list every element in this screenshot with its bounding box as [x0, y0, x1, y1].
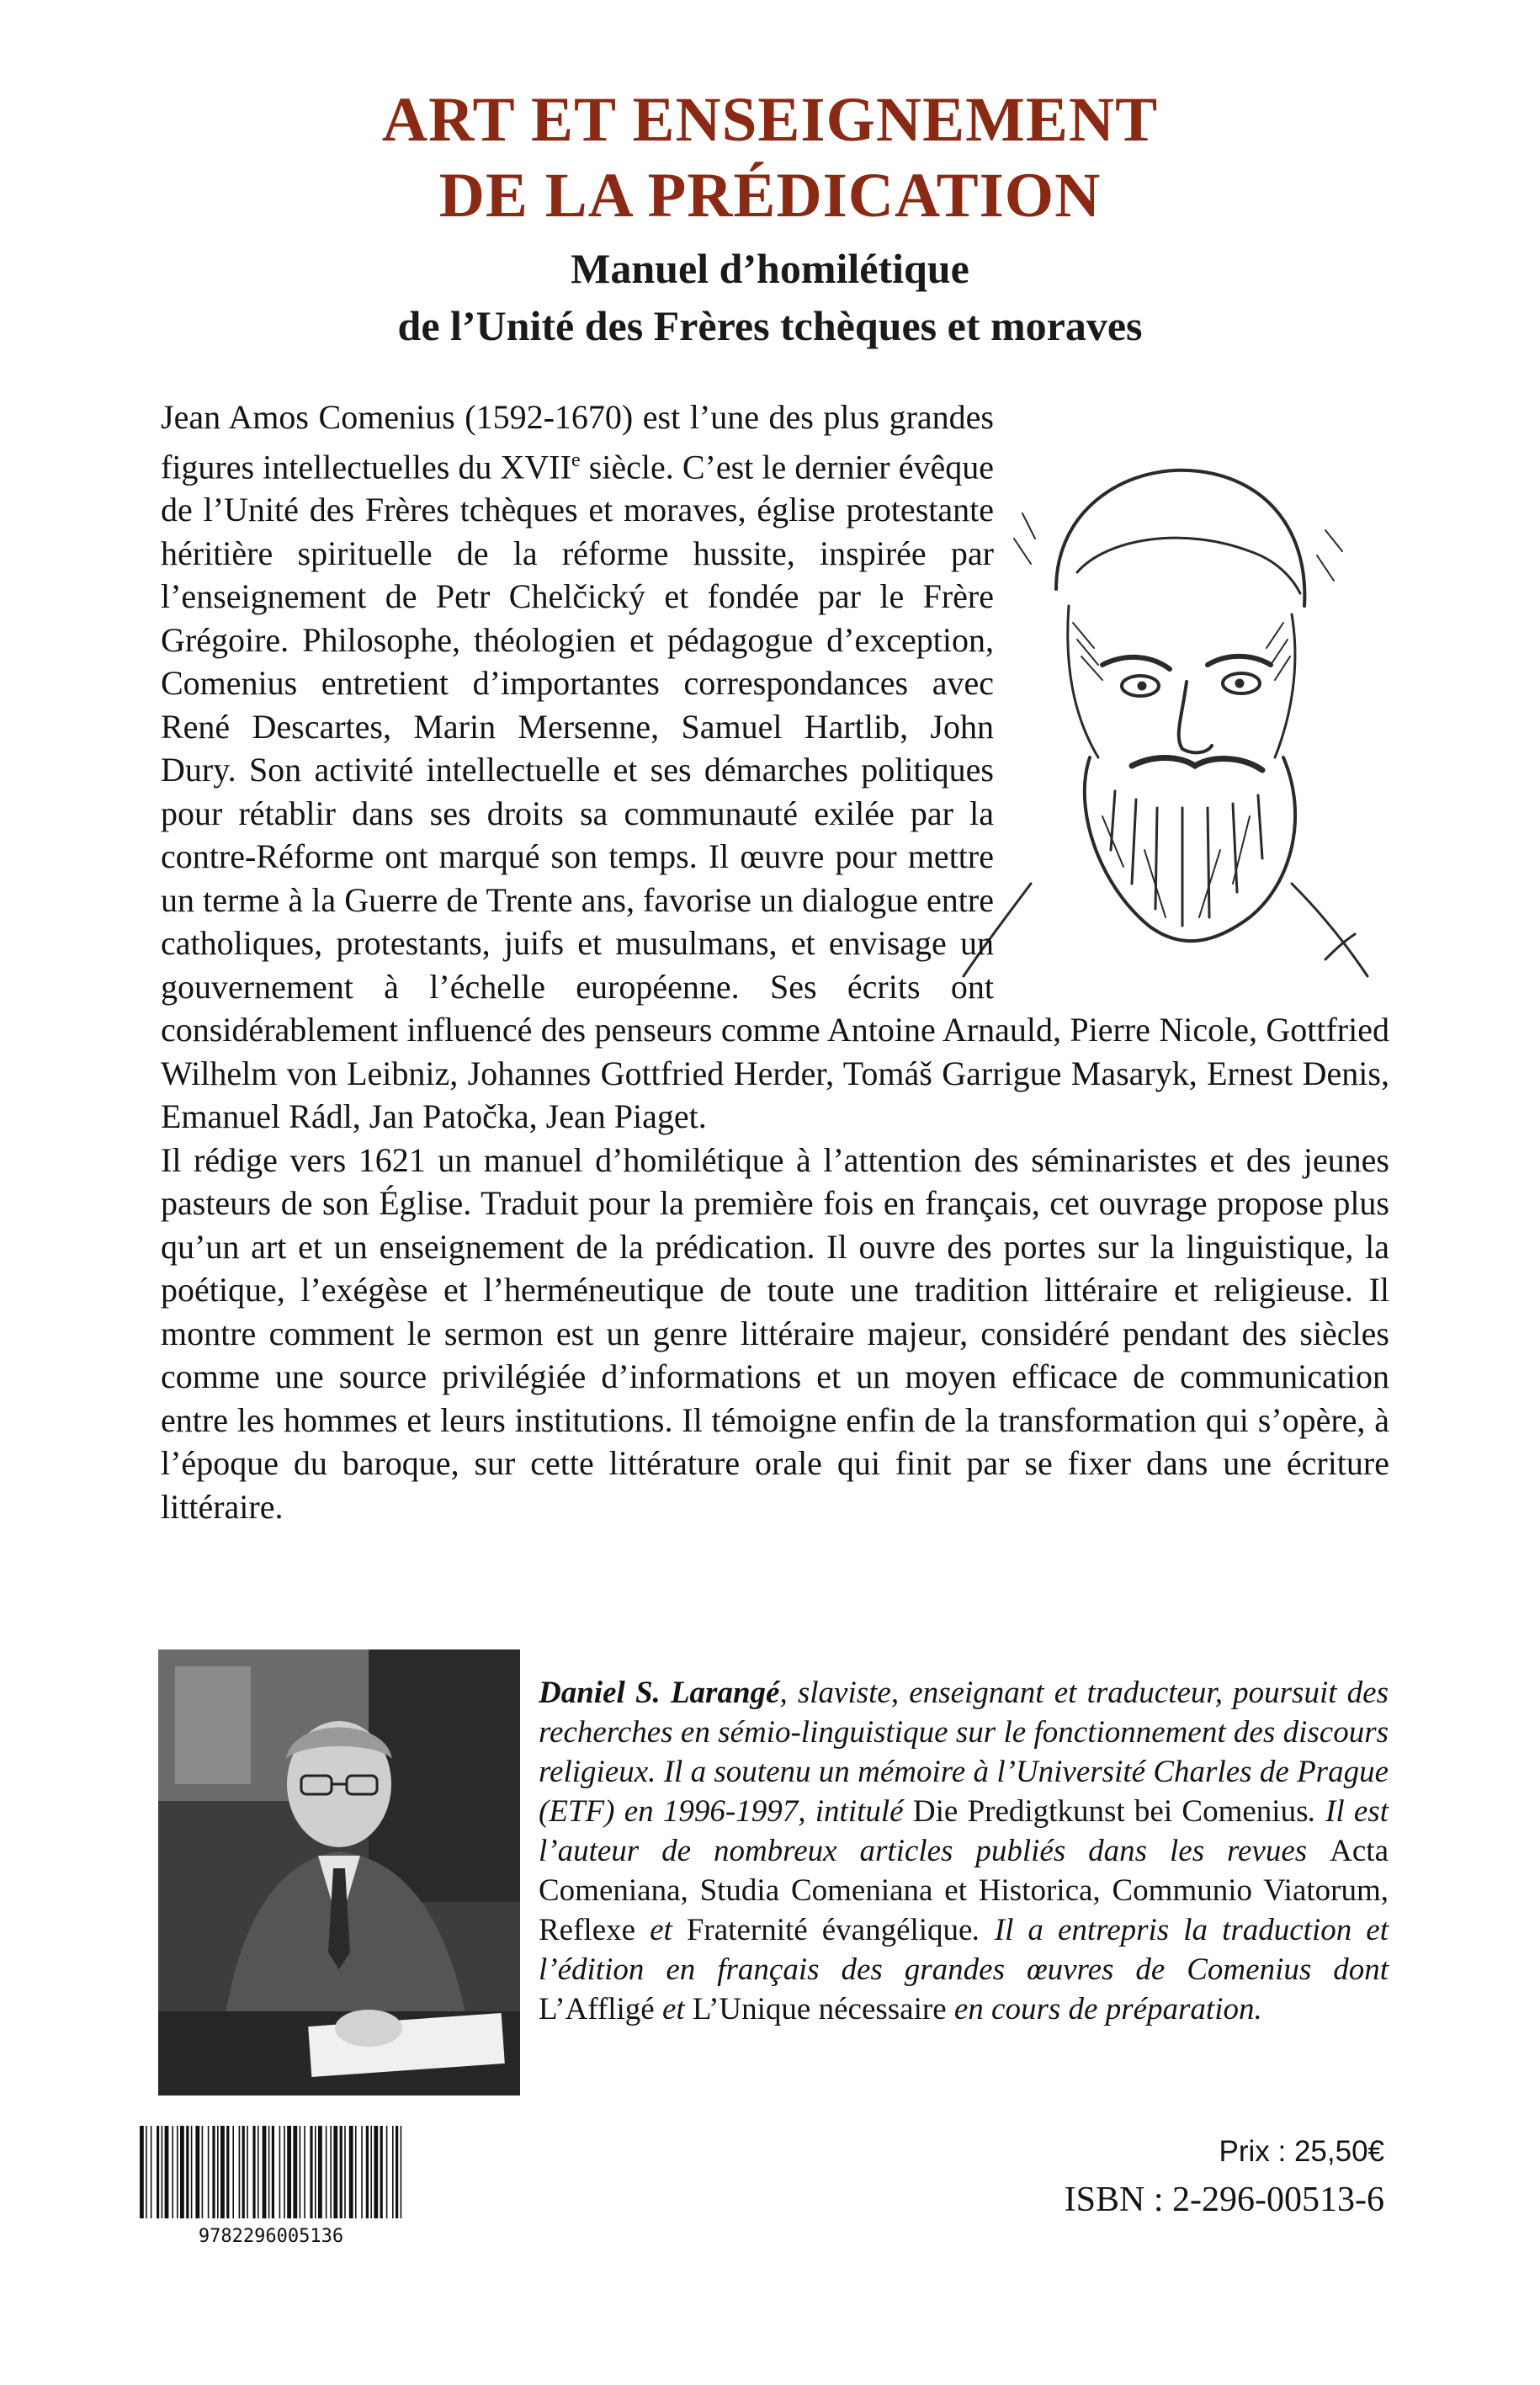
barcode-bar [191, 2126, 193, 2218]
barcode-bar [242, 2126, 245, 2218]
barcode-bar [370, 2126, 372, 2218]
book-title [0, 82, 1540, 234]
barcode-bar [258, 2126, 259, 2218]
bio-journals: Acta Comeniana, Studia Comeniana et Historica, Communio Viatorum, Reflexe [539, 1834, 1389, 1947]
book-title-line-2: DE LA PRÉDICATION [438, 161, 1102, 231]
barcode-bar [239, 2126, 241, 2218]
barcode-bar [310, 2126, 312, 2218]
barcode-bar [374, 2126, 378, 2218]
book-subtitle-line-2: de l’Unité des Frères tchèques et moraves [397, 302, 1143, 349]
book-title-line-1: ART ET ENSEIGNEMENT [381, 85, 1159, 155]
barcode-bar [186, 2126, 189, 2218]
barcode-bar [366, 2126, 369, 2218]
superscript-e: e [571, 449, 581, 471]
barcode-bar [232, 2126, 234, 2218]
book-subtitle-line-1: Manuel d’homilétique [571, 245, 969, 292]
bio-text-2: . Il est l’auteur de nombreux articles publiés dans les revues [539, 1794, 1389, 1868]
barcode-bar [247, 2126, 248, 2218]
barcode-bar [386, 2126, 388, 2218]
author-photo-drawing [158, 1649, 520, 2096]
barcode-digits: 9782296005136 [198, 2226, 344, 2247]
barcode-bar [396, 2126, 398, 2218]
barcode-bar [220, 2126, 225, 2218]
barcode-bar [318, 2126, 322, 2218]
back-cover-description [161, 396, 1389, 1528]
barcode-bar [180, 2126, 184, 2218]
barcode-bar [401, 2126, 402, 2218]
bio-thesis-title: Die Predigtkunst bei Comenius [912, 1794, 1309, 1829]
barcode-bar [202, 2126, 204, 2218]
bio-text-3: et [635, 1913, 687, 1947]
barcode-bar [212, 2126, 215, 2218]
barcode-bar [355, 2126, 357, 2218]
barcode-bar [226, 2126, 229, 2218]
book-subtitle [0, 240, 1540, 354]
barcode-bar [217, 2126, 219, 2218]
bio-text-1: , slaviste, enseignant et traducteur, poursuit des recherches en sémio-linguistique sur le fonctionnement des discours religieux. Il a soutenu un mémoire à l’Université Charles de Prague (ETF) en 1996-1997, intitulé [539, 1676, 1389, 1829]
bio-work-afflige: L’Affligé [539, 1992, 655, 2026]
barcode-bar [172, 2126, 173, 2218]
barcode-bar [304, 2126, 305, 2218]
barcode-bar [165, 2126, 169, 2218]
bio-text-6: en cours de préparation. [946, 1992, 1262, 2026]
barcode-bar [252, 2126, 255, 2218]
bio-journal-fraternite: Fraternité évangélique [686, 1913, 973, 1947]
description-p1-part-b: siècle. C’est le dernier évêque de l’Unité des Frères tchèques et moraves, église protestante héritière spirituelle de la réforme hussite, inspirée par l’enseignement de Petr Chelčický et fondée par le Frère Grégoire. Philosophe, théologien et pédagogue d’exception, Comenius entretient d’importantes correspondances avec René Descartes, Marin Mersenne, Samuel Hartlib, John Dury. Son activité intellectuelle et ses démarches politiques pour rétablir dans ses droits sa communauté exilée par la contre-Réforme ont marqué son temps. Il œuvre pour mettre un terme à la Guerre de Trente ans, favorise un dialogue entre catholiques, protestants, juifs et musulmans, et envisage un gouvernement à l’échelle européenne. Ses écrits ont considérablement influencé des penseurs comme Antoine Arnauld, Pierre Nicole, Gottfried Wilhelm von Leibniz, Johannes Gottfried Herder, Tomáš Garrigue Masaryk, Ernest Denis, Emanuel Rádl, Jan Patočka, Jean Piaget. [161, 447, 1389, 1136]
barcode-bar [263, 2126, 267, 2218]
barcode-bar [177, 2126, 178, 2218]
barcode-bar [279, 2126, 281, 2218]
barcode-bar [333, 2126, 337, 2218]
barcode-bar [151, 2126, 152, 2218]
isbn-barcode [128, 2121, 414, 2247]
barcode-bar [392, 2126, 394, 2218]
barcode-bar [361, 2126, 363, 2218]
barcode-bar [284, 2126, 285, 2218]
barcode-bar [300, 2126, 301, 2218]
barcode-bar [162, 2126, 163, 2218]
barcode-bar [208, 2126, 210, 2218]
barcode-bar [340, 2126, 343, 2218]
barcode-bar [157, 2126, 159, 2218]
barcode-bar [293, 2126, 297, 2218]
barcode-bar [349, 2126, 353, 2218]
barcode-bars [128, 2121, 414, 2247]
bio-text-4: . Il a entrepris la traduction et l’édition en français des grandes œuvres de Comenius dont [539, 1913, 1389, 1987]
barcode-bar [344, 2126, 346, 2218]
barcode-bar [287, 2126, 291, 2218]
barcode-bar [146, 2126, 147, 2218]
barcode-bar [315, 2126, 316, 2218]
isbn-label: ISBN : 2-296-00513-6 [1064, 2180, 1384, 2219]
portrait-wrap-space [994, 396, 1389, 985]
barcode-bar [268, 2126, 270, 2218]
author-name: Daniel S. Larangé [539, 1676, 780, 1710]
price-label: Prix : 25,50€ [1219, 2135, 1384, 2168]
bio-text-5: et [654, 1992, 693, 2026]
description-p1-part-a: Jean Amos Comenius (1592-1670) est l’une des plus grandes figures intellectuelles du XVII [161, 398, 994, 486]
description-paragraph-2: Il rédige vers 1621 un manuel d’homilétique à l’attention des séminaristes et des jeunes pasteurs de son Église. Traduit pour la première fois en français, cet ouvrage propose plus qu’un art et un enseignement de la prédication. Il ouvre des portes sur la linguistique, la poétique, l’exégèse et l’herméneutique de toute une tradition littéraire et religieuse. Il montre comment le sermon est un genre littéraire majeur, considéré pendant des siècles comme une source privilégiée d’informations et un moyen efficace de communication entre les hommes et leurs institutions. Il témoigne enfin de la transformation qui s’opère, à l’époque du baroque, sur cette littérature orale qui finit par se fixer dans une écriture littéraire. [161, 1140, 1389, 1526]
barcode-bar [272, 2126, 274, 2218]
barcode-bar [330, 2126, 332, 2218]
author-photo [158, 1649, 520, 2096]
barcode-bar [380, 2126, 383, 2218]
bio-work-unique: L’Unique nécessaire [692, 1992, 947, 2026]
barcode-bar [140, 2126, 144, 2218]
author-biography [539, 1673, 1389, 2029]
barcode-bar [326, 2126, 327, 2218]
barcode-bar [195, 2126, 199, 2218]
